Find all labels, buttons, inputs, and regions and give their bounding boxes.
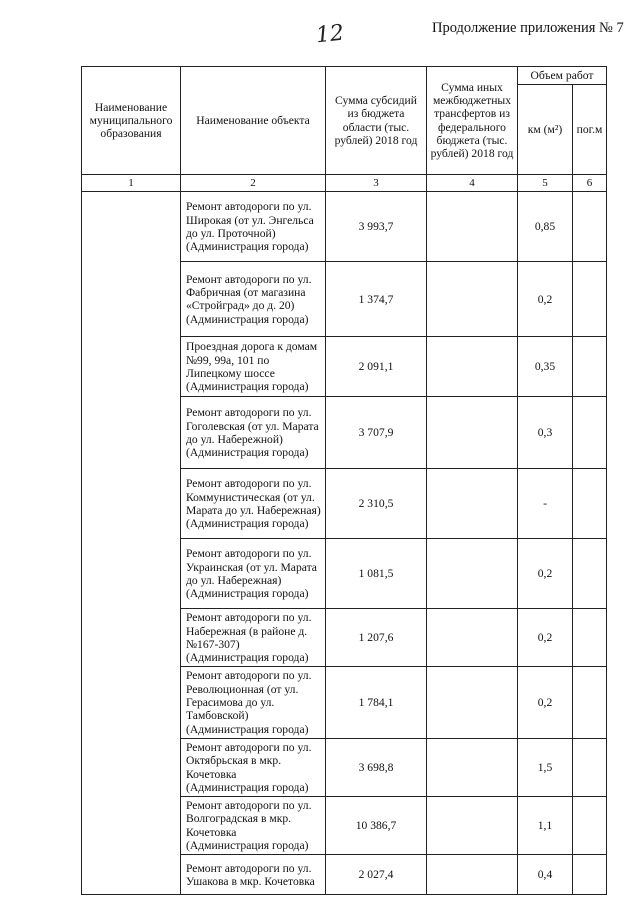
object-name: Проездная дорога к домам №99, 99а, 101 по Липецкому шоссе (Администрация города) — [181, 337, 326, 397]
transfers-value — [427, 667, 518, 738]
subsidy-value: 1 081,5 — [326, 539, 427, 609]
column-number: 5 — [518, 175, 573, 192]
subsidy-value: 3 707,9 — [326, 397, 427, 469]
transfers-value — [427, 337, 518, 397]
object-name: Ремонт автодороги по ул. Гоголевская (от ул. Марата до ул. Набережной) (Администрация города) — [181, 397, 326, 469]
km-value: 0,4 — [518, 855, 573, 895]
linear-value — [573, 855, 607, 895]
linear-value — [573, 667, 607, 738]
transfers-value — [427, 469, 518, 539]
km-value: 1,5 — [518, 738, 573, 796]
header-transfers: Сумма иных межбюджетных трансфертов из федерального бюджета (тыс. рублей) 2018 год — [427, 67, 518, 175]
header-municipality: Наименование муниципального образования — [82, 67, 181, 175]
km-value: 0,3 — [518, 397, 573, 469]
subsidy-value: 3 698,8 — [326, 738, 427, 796]
header-volume: Объем работ — [518, 67, 607, 85]
linear-value — [573, 192, 607, 262]
subsidy-value: 1 784,1 — [326, 667, 427, 738]
km-value: 0,85 — [518, 192, 573, 262]
transfers-value — [427, 262, 518, 337]
transfers-value — [427, 855, 518, 895]
object-name: Ремонт автодороги по ул. Волгоградская в мкр. Кочетовка (Администрация города) — [181, 797, 326, 855]
subsidy-value: 2 027,4 — [326, 855, 427, 895]
object-name: Ремонт автодороги по ул. Украинская (от ул. Марата до ул. Набережная) (Администрация города) — [181, 539, 326, 609]
column-number: 4 — [427, 175, 518, 192]
transfers-value — [427, 539, 518, 609]
table-row — [82, 192, 607, 262]
linear-value — [573, 797, 607, 855]
object-name: Ремонт автодороги по ул. Набережная (в районе д. №167-307) (Администрация города) — [181, 609, 326, 667]
km-value: 0,2 — [518, 667, 573, 738]
transfers-value — [427, 738, 518, 796]
column-number: 2 — [181, 175, 326, 192]
object-name: Ремонт автодороги по ул. Революционная (от ул. Герасимова до ул. Тамбовской) (Администрация города) — [181, 667, 326, 738]
km-value: 0,35 — [518, 337, 573, 397]
linear-value — [573, 262, 607, 337]
subsidy-value: 1 374,7 — [326, 262, 427, 337]
km-value: - — [518, 469, 573, 539]
km-value: 0,2 — [518, 262, 573, 337]
header-km: км (м²) — [518, 85, 573, 175]
subsidy-value: 1 207,6 — [326, 609, 427, 667]
subsidy-value: 3 993,7 — [326, 192, 427, 262]
page-number: 12 — [314, 20, 346, 49]
column-number-row — [82, 175, 607, 192]
km-value: 0,2 — [518, 609, 573, 667]
subsidy-value: 2 310,5 — [326, 469, 427, 539]
object-name: Ремонт автодороги по ул. Ушакова в мкр. Кочетовка — [181, 855, 326, 895]
header-linear: пог.м — [573, 85, 607, 175]
transfers-value — [427, 609, 518, 667]
object-name: Ремонт автодороги по ул. Фабричная (от магазина «Стройград» до д. 20) (Администрация города) — [181, 262, 326, 337]
object-name: Ремонт автодороги по ул. Октябрьская в мкр. Кочетовка (Администрация города) — [181, 738, 326, 796]
header-object: Наименование объекта — [181, 67, 326, 175]
subsidy-value: 2 091,1 — [326, 337, 427, 397]
column-number: 3 — [326, 175, 427, 192]
linear-value — [573, 609, 607, 667]
linear-value — [573, 738, 607, 796]
transfers-value — [427, 192, 518, 262]
object-name: Ремонт автодороги по ул. Коммунистическая (от ул. Марата до ул. Набережная) (Администрация города) — [181, 469, 326, 539]
km-value: 0,2 — [518, 539, 573, 609]
object-name: Ремонт автодороги по ул. Широкая (от ул. Энгельса до ул. Проточной) (Администрация города) — [181, 192, 326, 262]
transfers-value — [427, 797, 518, 855]
linear-value — [573, 337, 607, 397]
linear-value — [573, 539, 607, 609]
linear-value — [573, 469, 607, 539]
column-number: 6 — [573, 175, 607, 192]
header-subsidy: Сумма субсидий из бюджета области (тыс. рублей) 2018 год — [326, 67, 427, 175]
column-number: 1 — [82, 175, 181, 192]
transfers-value — [427, 397, 518, 469]
linear-value — [573, 397, 607, 469]
continuation-title: Продолжение приложения № 7 — [432, 20, 624, 36]
km-value: 1,1 — [518, 797, 573, 855]
subsidy-table — [81, 66, 607, 895]
subsidy-value: 10 386,7 — [326, 797, 427, 855]
municipality-cell — [82, 192, 181, 895]
